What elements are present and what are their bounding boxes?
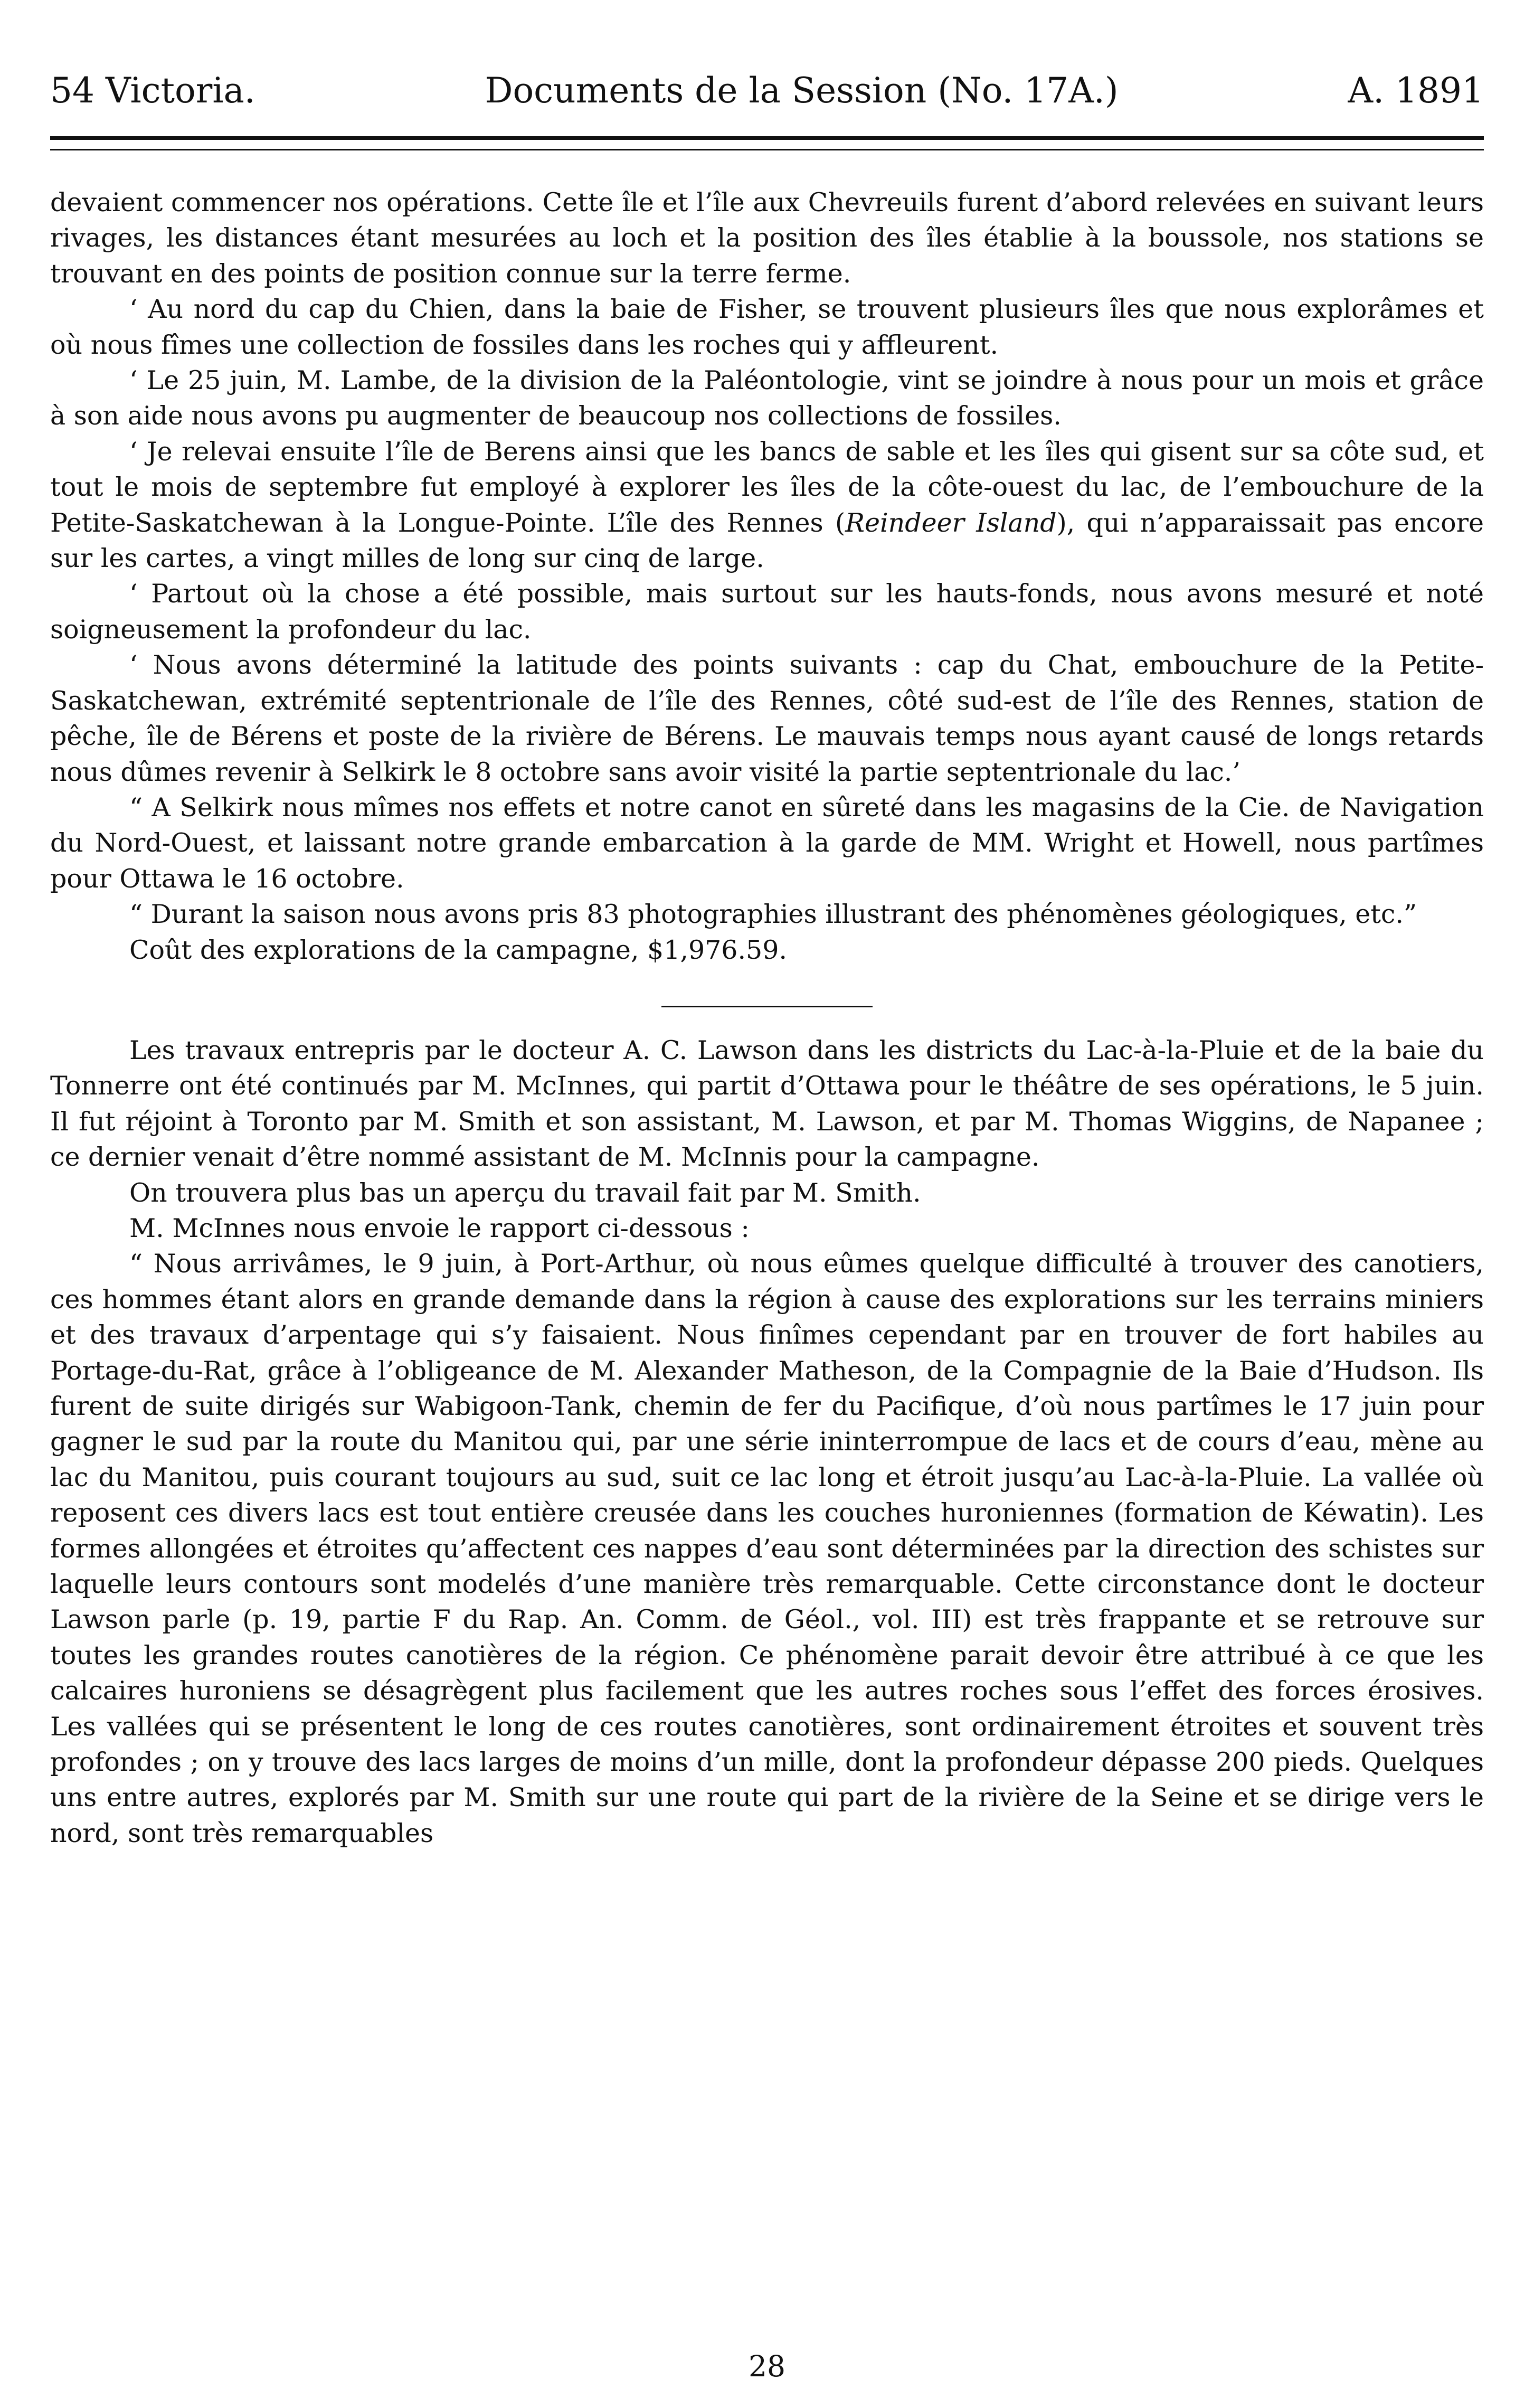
header-rule-thick [50, 136, 1484, 140]
paragraph: “ Durant la saison nous avons pris 83 photographies illustrant des phénomènes géologiques, etc.” [129, 899, 1417, 930]
paragraph: ‘ Au nord du cap du Chien, dans la baie de Fisher, se trouvent plusieurs îles que nous explorâmes et où nous fîmes une collection de fossiles dans les roches qui y affleurent. [50, 294, 1484, 360]
section-divider [661, 1006, 873, 1007]
italic-text: Reindeer Island [845, 507, 1057, 538]
text-run: ), qui n’apparaissait pas encore sur les cartes, a vingt milles de long sur cinq de large. [50, 507, 1484, 574]
paragraph: ‘ Partout où la chose a été possible, mais surtout sur les hauts-fonds, nous avons mesuré et noté soigneusement la profondeur du lac. [50, 579, 1484, 645]
header-year: A. 1891 [1348, 70, 1484, 111]
header-volume: 54 Victoria. [50, 70, 255, 111]
paragraph: devaient commencer nos opérations. Cette île et l’île aux Chevreuils furent d’abord relevées en suivant leurs rivages, les distances étant mesurées au loch et la position des îles établie à la boussole, nos stations se trouvant en des points de position connue sur la terre ferme. [50, 187, 1484, 289]
paragraph: ‘ Le 25 juin, M. Lambe, de la division de la Paléontologie, vint se joindre à nous pour un mois et grâce à son aide nous avons pu augmenter de beaucoup nos collections de fossiles. [50, 365, 1484, 431]
paragraph: M. McInnes nous envoie le rapport ci-dessous : [129, 1213, 750, 1243]
paragraph: ‘ Nous avons déterminé la latitude des points suivants : cap du Chat, embouchure de la Petite-Saskatchewan, extrémité septentrionale de l’île des Rennes, côté sud-est de l’île des Rennes, station de pêche, île de Bérens et poste de la rivière de Bérens. Le mauvais temps nous ayant causé de longs retards nous dûmes revenir à Selkirk le 8 octobre sans avoir visité la partie septentrionale du lac.’ [50, 650, 1484, 787]
paragraph: “ Nous arrivâmes, le 9 juin, à Port-Arthur, où nous eûmes quelque difficulté à trouver des canotiers, ces hommes étant alors en grande demande dans la région à cause des explorations sur les terrains miniers et des travaux d’arpentage qui s’y faisaient. Nous finîmes cependant par en trouver de fort habiles au Portage-du-Rat, grâce à l’obligeance de M. Alexander Matheson, de la Compagnie de la Baie d’Hudson. Ils furent de suite dirigés sur Wabigoon-Tank, chemin de fer du Pacifique, d’où nous partîmes le 17 juin pour gagner le sud par la route du Manitou qui, par une série ininterrompue de lacs et de cours d’eau, mène au lac du Manitou, puis courant toujours au sud, suit ce lac long et étroit jusqu’au Lac-à-la-Pluie. La vallée où reposent ces divers lacs est tout entière creusée dans les couches huroniennes (formation de Kéwatin). Les formes allongées et étroites qu’affectent ces nappes d’eau sont déterminées par la direction des schistes sur laquelle leurs contours sont modelés d’une manière très remarquable. Cette circonstance dont le docteur Lawson parle (p. 19, partie F du Rap. An. Comm. de Géol., vol. III) est très frappante et se retrouve sur toutes les grandes routes canotières de la région. Ce phénomène parait devoir être attribué à ce que les calcaires huroniens se désagrègent plus facilement que les autres roches sous l’effet des forces érosives. Les vallées qui se présentent le long de ces routes canotières, sont ordinairement étroites et souvent très profondes ; on y trouve des lacs larges de moins d’un mille, dont la profondeur dépasse 200 pieds. Quelques uns entre autres, explorés par M. Smith sur une route qui part de la rivière de la Seine et se dirige vers le nord, sont très remarquables [50, 1249, 1484, 1848]
body-text [50, 185, 1484, 1851]
paragraph: On trouvera plus bas un aperçu du travail fait par M. Smith. [129, 1177, 921, 1208]
paragraph: Les travaux entrepris par le docteur A. C. Lawson dans les districts du Lac-à-la-Pluie et de la baie du Tonnerre ont été continués par M. McInnes, qui partit d’Ottawa pour le théâtre de ses opérations, le 5 juin. Il fut réjoint à Toronto par M. Smith et son assistant, M. Lawson, et par M. Thomas Wiggins, de Napanee ; ce dernier venait d’être nommé assistant de M. McInnis pour la campagne. [50, 1035, 1484, 1173]
header-title: Documents de la Session (No. 17A.) [485, 70, 1119, 111]
paragraph [50, 434, 1484, 577]
text-run: ‘ Je relevai ensuite l’île de Berens ainsi que les bancs de sable et les îles qui gisent sur sa côte sud, et tout le mois de septembre fut employé à explorer les îles de la côte-ouest du lac, de l’embouchure de la Petite-Saskatchewan à la Longue-Pointe. L’île des Rennes ( [50, 436, 1484, 538]
cost-line: Coût des explorations de la campagne, $1,976.59. [129, 934, 787, 965]
running-header [50, 50, 1484, 111]
header-rule-thin [50, 149, 1484, 150]
paragraph: “ A Selkirk nous mîmes nos effets et notre canot en sûreté dans les magasins de la Cie. de Navigation du Nord-Ouest, et laissant notre grande embarcation à la garde de MM. Wright et Howell, nous partîmes pour Ottawa le 16 octobre. [50, 792, 1484, 894]
page-number: 28 [749, 2349, 785, 2383]
